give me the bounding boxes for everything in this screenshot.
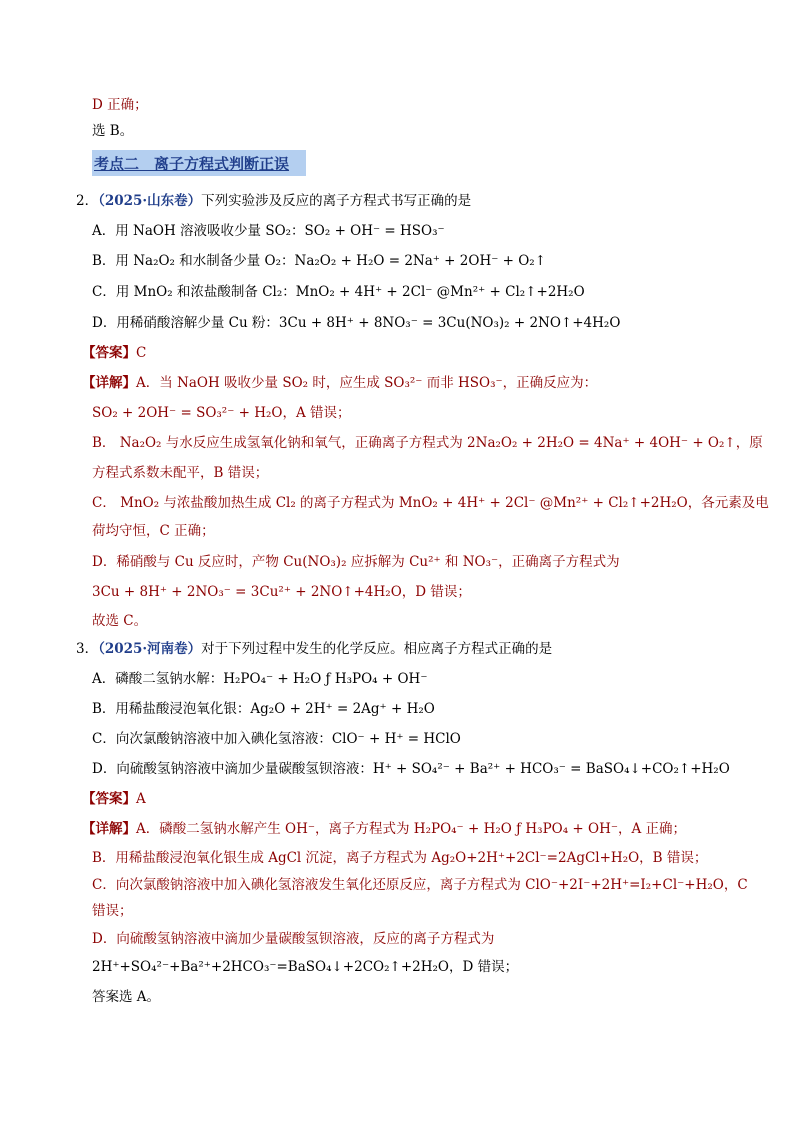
question-3-stem [76,640,552,658]
answer-label: 【答案】 [82,791,136,807]
q3-detail-1: B．用稀盐酸浸泡氧化银生成 AgCl 沉淀，离子方程式为 Ag₂O+2H⁺+2Cl⁻=2AgCl+H₂O，B 错误； [92,850,708,866]
q3-detail-6: 答案选 A。 [92,989,161,1005]
detail-label: 【详解】 [82,821,136,837]
q3-answer [82,790,146,808]
question-source: （2025·河南卷） [98,641,202,657]
q2-detail-7: 3Cu + 8H⁺ + 2NO₃⁻ = 3Cu²⁺ + 2NO↑+4H₂O，D 错误； [92,584,471,600]
q2-option-d: D．用稀硝酸溶解少量 Cu 粉：3Cu + 8H⁺ + 8NO₃⁻ = 3Cu(NO₃)₂ + 2NO↑+4H₂O [92,315,621,331]
q2-detail-3: 方程式系数未配平，B 错误； [92,465,269,481]
q2-option-b: B．用 Na₂O₂ 和水制备少量 O₂：Na₂O₂ + H₂O = 2Na⁺ + 2OH⁻ + O₂↑ [92,253,547,269]
q2-detail-8: 故选 C。 [92,613,148,629]
question-source: （2025·山东卷） [98,193,202,209]
prev-d-correct: D 正确； [92,97,148,113]
question-number: 3． [76,641,99,657]
q3-option-a: A．磷酸二氢钠水解：H₂PO₄⁻ + H₂O ƒ H₃PO₄ + OH⁻ [92,671,428,687]
q3-option-c: C．向次氯酸钠溶液中加入碘化氢溶液：ClO⁻ + H⁺ = HClO [92,731,461,747]
q2-detail-0: 【详解】A．当 NaOH 吸收少量 SO₂ 时，应生成 SO₃²⁻ 而非 HSO₃⁻，正确反应为： [82,375,598,391]
answer-label: 【答案】 [82,345,136,361]
q3-detail-4: D．向硫酸氢钠溶液中滴加少量碳酸氢钡溶液，反应的离子方程式为 [92,931,495,947]
q2-detail-2: B． Na₂O₂ 与水反应生成氢氧化钠和氧气，正确离子方程式为 2Na₂O₂ + 2H₂O = 4Na⁺ + 4OH⁻ + O₂↑，原 [92,435,763,451]
q3-detail-5: 2H⁺+SO₄²⁻+Ba²⁺+2HCO₃⁻=BaSO₄↓+2CO₂↑+2H₂O，D 错误； [92,959,519,975]
q2-option-c: C．用 MnO₂ 和浓盐酸制备 Cl₂：MnO₂ + 4H⁺ + 2Cl⁻ @Mn²⁺ + Cl₂↑+2H₂O [92,284,585,300]
q3-option-b: B．用稀盐酸浸泡氧化银：Ag₂O + 2H⁺ = 2Ag⁺ + H₂O [92,701,435,717]
question-text: 下列实验涉及反应的离子方程式书写正确的是 [201,193,472,209]
q3-detail-3: 错误； [92,903,133,919]
q2-answer [82,344,146,362]
q2-option-a: A．用 NaOH 溶液吸收少量 SO₂：SO₂ + OH⁻ = HSO₃⁻ [92,223,445,239]
q2-detail-6: D．稀硝酸与 Cu 反应时，产物 Cu(NO₃)₂ 应拆解为 Cu²⁺ 和 NO₃⁻，正确离子方程式为 [92,554,620,570]
section-title-text: 考点二 离子方程式判断正误 [94,154,290,173]
question-number: 2． [76,193,99,209]
q3-detail-2: C．向次氯酸钠溶液中加入碘化氢溶液发生氧化还原反应，离子方程式为 ClO⁻+2I⁻+2H⁺=I₂+Cl⁻+H₂O，C [92,877,748,893]
question-text: 对于下列过程中发生的化学反应。相应离子方程式正确的是 [201,641,553,657]
answer-value: A [136,791,146,807]
q3-option-d: D．向硫酸氢钠溶液中滴加少量碳酸氢钡溶液：H⁺ + SO₄²⁻ + Ba²⁺ + HCO₃⁻ = BaSO₄↓+CO₂↑+H₂O [92,761,730,777]
q2-detail-4: C． MnO₂ 与浓盐酸加热生成 Cl₂ 的离子方程式为 MnO₂ + 4H⁺ + 2Cl⁻ @Mn²⁺ + Cl₂↑+2H₂O，各元素及电 [92,495,769,511]
question-2-stem [76,192,471,210]
detail-label: 【详解】 [82,375,136,391]
answer-value: C [136,345,147,361]
q3-detail-0: 【详解】A．磷酸二氢钠水解产生 OH⁻，离子方程式为 H₂PO₄⁻ + H₂O ƒ H₃PO₄ + OH⁻，A 正确； [82,821,687,837]
prev-choose-b: 选 B。 [92,123,134,139]
section-title [92,150,306,176]
q2-detail-1: SO₂ + 2OH⁻ = SO₃²⁻ + H₂O，A 错误； [92,405,351,421]
q2-detail-5: 荷均守恒，C 正确； [92,523,215,539]
